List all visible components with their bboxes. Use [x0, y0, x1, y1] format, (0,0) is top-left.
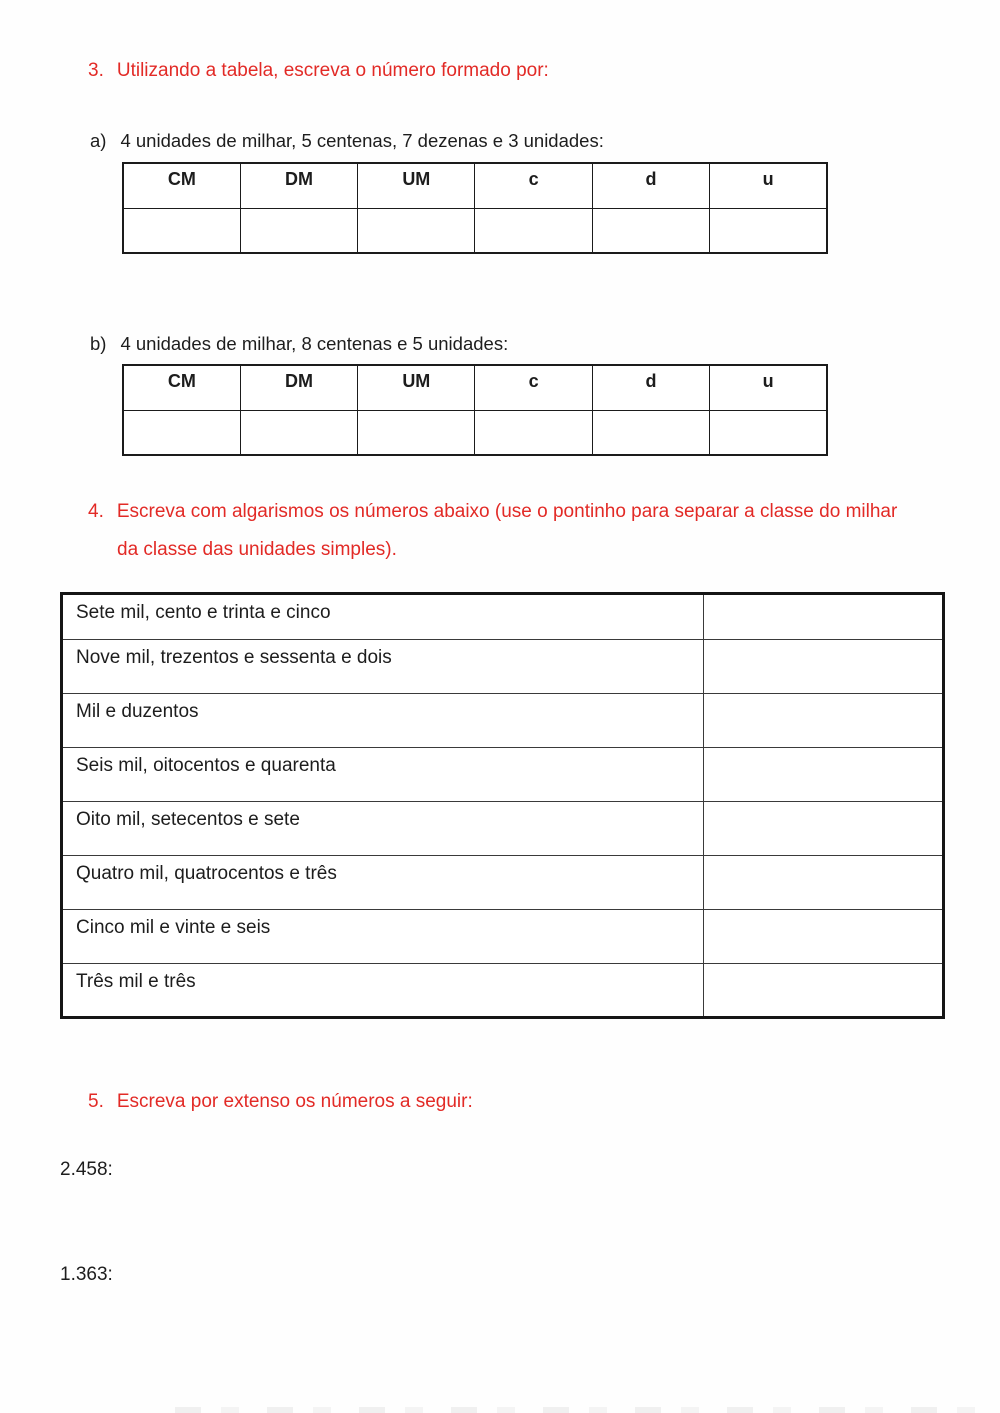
item-a-text: 4 unidades de milhar, 5 centenas, 7 dezenas e 3 unidades: — [120, 130, 604, 151]
pv-header-u: u — [710, 365, 827, 410]
table-row — [62, 964, 944, 1018]
pv-header-c: c — [475, 365, 592, 410]
place-value-answer-row — [123, 410, 827, 455]
pv-header-cm: CM — [123, 163, 240, 208]
place-value-header-row — [123, 163, 827, 208]
pv-b-answer-c[interactable] — [475, 410, 592, 455]
pv-header-d: d — [592, 365, 709, 410]
pv-a-answer-d[interactable] — [592, 208, 709, 253]
question-4-number: 4. — [88, 501, 104, 522]
numbers-in-words-table — [60, 592, 945, 1019]
pv-header-dm: DM — [240, 163, 357, 208]
pv-b-answer-u[interactable] — [710, 410, 827, 455]
question-3-heading — [88, 59, 549, 83]
table-row — [62, 856, 944, 910]
item-b-text: 4 unidades de milhar, 8 centenas e 5 unidades: — [120, 333, 509, 354]
pv-a-answer-dm[interactable] — [240, 208, 357, 253]
question-3a-statement — [90, 130, 604, 152]
pv-a-answer-um[interactable] — [358, 208, 475, 253]
number-word-cell: Três mil e três — [62, 964, 704, 1018]
pv-header-c: c — [475, 163, 592, 208]
pv-b-answer-cm[interactable] — [123, 410, 240, 455]
answer-cell-8[interactable] — [704, 964, 944, 1018]
pv-header-cm: CM — [123, 365, 240, 410]
place-value-answer-row — [123, 208, 827, 253]
number-word-cell: Nove mil, trezentos e sessenta e dois — [62, 640, 704, 694]
question-5-heading — [88, 1090, 473, 1114]
question-4-heading — [88, 501, 897, 561]
item-b-label: b) — [90, 333, 107, 354]
cut-off-text-artifact — [175, 1407, 992, 1413]
pv-a-answer-cm[interactable] — [123, 208, 240, 253]
answer-cell-2[interactable] — [704, 640, 944, 694]
place-value-table-a — [122, 162, 828, 254]
number-item-1363: 1.363: — [60, 1264, 113, 1285]
question-3b-statement — [90, 333, 508, 355]
question-4-prompt-line2: da classe das unidades simples). — [117, 539, 397, 560]
question-3-prompt: Utilizando a tabela, escreva o número formado por: — [116, 60, 549, 81]
pv-b-answer-d[interactable] — [592, 410, 709, 455]
item-a-label: a) — [90, 130, 107, 151]
number-word-cell: Cinco mil e vinte e seis — [62, 910, 704, 964]
table-row — [62, 640, 944, 694]
table-row — [62, 748, 944, 802]
number-word-cell: Oito mil, setecentos e sete — [62, 802, 704, 856]
question-5-number: 5. — [88, 1091, 104, 1112]
pv-header-d: d — [592, 163, 709, 208]
question-5-prompt: Escreva por extenso os números a seguir: — [116, 1091, 473, 1112]
number-word-cell: Seis mil, oitocentos e quarenta — [62, 748, 704, 802]
table-row — [62, 694, 944, 748]
number-word-cell: Sete mil, cento e trinta e cinco — [62, 594, 704, 640]
pv-header-u: u — [710, 163, 827, 208]
answer-cell-6[interactable] — [704, 856, 944, 910]
number-word-cell: Quatro mil, quatrocentos e três — [62, 856, 704, 910]
pv-b-answer-um[interactable] — [358, 410, 475, 455]
table-row — [62, 910, 944, 964]
table-row — [62, 594, 944, 640]
pv-a-answer-u[interactable] — [710, 208, 827, 253]
question-3-number: 3. — [88, 60, 104, 81]
table-row — [62, 802, 944, 856]
pv-b-answer-dm[interactable] — [240, 410, 357, 455]
number-item-2458: 2.458: — [60, 1159, 113, 1180]
place-value-table-b — [122, 364, 828, 456]
answer-cell-5[interactable] — [704, 802, 944, 856]
place-value-header-row — [123, 365, 827, 410]
pv-header-dm: DM — [240, 365, 357, 410]
answer-cell-3[interactable] — [704, 694, 944, 748]
pv-header-um: UM — [358, 365, 475, 410]
question-4-prompt-line1: Escreva com algarismos os números abaixo (use o pontinho para separar a classe do milhar — [116, 501, 898, 522]
answer-cell-4[interactable] — [704, 748, 944, 802]
pv-header-um: UM — [358, 163, 475, 208]
number-word-cell: Mil e duzentos — [62, 694, 704, 748]
answer-cell-1[interactable] — [704, 594, 944, 640]
pv-a-answer-c[interactable] — [475, 208, 592, 253]
answer-cell-7[interactable] — [704, 910, 944, 964]
